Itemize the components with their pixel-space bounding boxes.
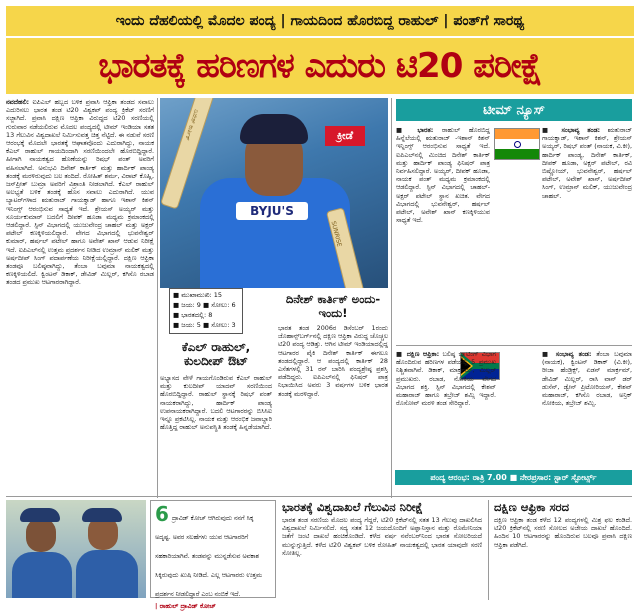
- rahul-box-text: ಅಭ್ಯಾಸದ ವೇಳೆ ಗಾಯಗೊಂಡಿರುವ ಕೆಎಲ್ ರಾಹುಲ್ ಮತ್ತು ಕುಲದೀಪ್ ಯಾದವ್ ಸರಣಿಯಿಂದ ಹೊರಬಿದ್ದಿದ್ದಾರೆ. ರಾಹುಲ್ ಸ್ಥಾನಕ್ಕೆ ರಿಷಭ್ ಪಂತ್ ನಾಯಕರಾಗಿದ್ದು, ಹಾರ್ದಿಕ್ ಪಾಂಡ್ಯ ಉಪನಾಯಕರಾಗಿದ್ದಾರೆ. ಬದಲಿ ಆಟಗಾರರನ್ನು ಬಿಸಿಸಿಐ ಇನ್ನೂ ಪ್ರಕಟಿಸಿಲ್ಲ. ನಾಯಕ ಮತ್ತು ಆರಂಭಿಕ ಜವಾಬ್ದಾರಿ ಹೊತ್ತಿದ್ದ ರಾಹುಲ್ ಅನುಪಸ್ಥಿತಿ ತಂಡಕ್ಕೆ ಹಿನ್ನಡೆಯಾಗಿದೆ.: [160, 374, 272, 432]
- bat-text-right: SUNRISE: [329, 220, 343, 248]
- lead-article-text: ಐಪಿಎಲ್ ಹಬ್ಬದ ಬಳಿಕ ಪ್ರವಾಸಿ ಆಫ್ರಿಕಾ ತಂಡದ ಸವಾಲು ಎದುರಿಸಲು ಭಾರತ ತಂಡ ಟಿ20 ವಿಶ್ವಕಪ್ ಪಂದ್ಯ ಕ್ರಿಕೆಟ್ ಸರಣಿಗೆ ಸಜ್ಜಾಗಿದೆ. ಪ್ರವಾಸಿ ದಕ್ಷಿಣ ಆಫ್ರಿಕಾ ವಿರುದ್ಧದ ಟಿ20 ಸರಣಿಯಲ್ಲಿ ಗುರುವಾರ ನಡೆಯಲಿರುವ ಮೊದಲ ಪಂದ್ಯದಲ್ಲಿ ಟೀಮ್ ಇಂಡಿಯಾ ಸತತ 13 ಗೆಲುವಿನ ವಿಶ್ವದಾಖಲೆ ನಿರ್ಮಿಸುವತ್ತ ಚಿತ್ತ ನೆಟ್ಟಿದೆ. ಈ ನಡುವೆ ಸರಣಿ ಆರಂಭಕ್ಕೆ ಮೊದಲೇ ಭಾರತಕ್ಕೆ ಆಘಾತವೊಂದು ಎದುರಾಗಿದ್ದು, ನಾಯಕ ಕೆಎಲ್ ರಾಹುಲ್ ಗಾಯದಿಂದಾಗಿ ಸರಣಿಯಿಂದಲೇ ಹೊರಬಿದ್ದಿದ್ದಾರೆ. ಹೀಗಾಗಿ ನಾಯಕತ್ವದ ಹೊಣೆಯನ್ನು ರಿಷಭ್ ಪಂತ್ ಅವರಿಗೆ ವಹಿಸಲಾಗಿದೆ. ಅನುಭವಿ ದಿನೇಶ್ ಕಾರ್ತಿಕ್ ಮತ್ತು ಹಾರ್ದಿಕ್ ಪಾಂಡ್ಯ ತಂಡಕ್ಕೆ ಮರಳಿರುವುದು ಬಲ ತಂದಿದೆ. ರೋಹಿತ್ ಶರ್ಮ, ವಿರಾಟ್ ಕೊಹ್ಲಿ, ಜಸ್‌ಪ್ರೀತ್ ಬುಮ್ರಾ ಅವರಿಗೆ ವಿಶ್ರಾಂತಿ ನೀಡಲಾಗಿದೆ. ಕೆಎಲ್ ರಾಹುಲ್ ಅಲಭ್ಯತೆ ಬಳಿಕ ತಂಡಕ್ಕೆ ಹೊಸ ಸವಾಲು ಎದುರಾಗಿದೆ. ಯುವ ಬ್ಯಾಟರ್‌ಗಳಾದ ಋತುರಾಜ್ ಗಾಯಕ್ವಾಡ್ ಹಾಗೂ ಇಶಾನ್ ಕಿಶನ್ ಇನಿಂಗ್ಸ್ ಆರಂಭಿಸುವ ಸಾಧ್ಯತೆ ಇದೆ. ಶ್ರೇಯಸ್ ಅಯ್ಯರ್ ಮತ್ತು ಸೂರ್ಯಕುಮಾರ್ ಬದಲಿಗೆ ದೀಪಕ್ ಹೂಡಾ ಮಧ್ಯಮ ಕ್ರಮಾಂಕದಲ್ಲಿ ಆಡಲಿದ್ದಾರೆ. ಸ್ಪಿನ್ ವಿಭಾಗದಲ್ಲಿ ಯುಜುವೇಂದ್ರ ಚಾಹಲ್ ಮತ್ತು ಅಕ್ಷರ್ ಪಟೇಲ್ ಕಣಕ್ಕಿಳಿಯಲಿದ್ದಾರೆ. ವೇಗದ ವಿಭಾಗದಲ್ಲಿ ಭುವನೇಶ್ವರ್ ಕುಮಾರ್, ಹರ್ಷಲ್ ಪಟೇಲ್ ಹಾಗೂ ಅವೇಶ್ ಖಾನ್ ಆಡುವ ನಿರೀಕ್ಷೆ ಇದೆ. ಐಪಿಎಲ್‌ನಲ್ಲಿ ಉತ್ತಮ ಪ್ರದರ್ಶನ ನೀಡಿದ ಉಮ್ರಾನ್ ಮಲಿಕ್ ಮತ್ತು ಅರ್ಷದೀಪ್ ಸಿಂಗ್ ಪದಾರ್ಪಣೆಯ ನಿರೀಕ್ಷೆಯಲ್ಲಿದ್ದಾರೆ. ದಕ್ಷಿಣ ಆಫ್ರಿಕಾ ತಂಡವೂ ಬಲಿಷ್ಠವಾಗಿದ್ದು, ತೆಂಬಾ ಬವುಮಾ ನಾಯಕತ್ವದಲ್ಲಿ ಕಣಕ್ಕಿಳಿಯಲಿದೆ. ಕ್ವಿಂಟನ್ ಡಿಕಾಕ್, ಡೇವಿಡ್ ಮಿಲ್ಲರ್, ಕಗಿಸೊ ರಬಾಡ ತಂಡದ ಪ್ರಮುಖ ಆಟಗಾರರಾಗಿದ್ದಾರೆ.: [6, 98, 154, 287]
- record-box-text: ಭಾರತ ತಂಡ ಸರಣಿಯ ಮೊದಲ ಪಂದ್ಯ ಗೆದ್ದರೆ, ಟಿ20 ಕ್ರಿಕೆಟ್‌ನಲ್ಲಿ ಸತತ 13 ಗೆಲುವು ದಾಖಲಿಸಿದ ವಿಶ್ವದಾಖಲೆ ನಿರ್ಮಿಸಲಿದೆ. ಸದ್ಯ ಸತತ 12 ಜಯದೊಂದಿಗೆ ಅಫ್ಘಾನಿಸ್ತಾನ ಮತ್ತು ರೊಮೇನಿಯಾ ಜತೆಗೆ ಜಂಟಿ ದಾಖಲೆ ಹಂಚಿಕೊಂಡಿದೆ. ಕಳೆದ ವರ್ಷ ನವೆಂಬರ್‌ನಿಂದ ಭಾರತ ಸೋಲರಿಯದೆ ಮುನ್ನುಗ್ಗುತ್ತಿದೆ. ಕಳೆದ ಟಿ20 ವಿಶ್ವಕಪ್ ಬಳಿಕ ರೋಹಿತ್ ನಾಯಕತ್ವದಲ್ಲಿ ಭಾರತ ಯಾವುದೇ ಸರಣಿ ಸೋತಿಲ್ಲ.: [282, 516, 482, 557]
- karthik-box-text: ಭಾರತ ತಂಡ 2006ರ ಡಿಸೆಂಬರ್ 1ರಂದು ಜೊಹಾನ್ಸ್‌ಬರ್ಗ್‌ನಲ್ಲಿ ದಕ್ಷಿಣ ಆಫ್ರಿಕಾ ವಿರುದ್ಧ ಚೊಚ್ಚಲ ಟಿ20 ಪಂದ್ಯ ಆಡಿತ್ತು. ಆಗಿನ ಟೀಮ್ ಇಂಡಿಯಾದಲ್ಲಿದ್ದ ಆಟಗಾರರ ಪೈಕಿ ದಿನೇಶ್ ಕಾರ್ತಿಕ್ ಈಗಲೂ ತಂಡದಲ್ಲಿದ್ದಾರೆ. ಆ ಪಂದ್ಯದಲ್ಲಿ ಕಾರ್ತಿಕ್ 28 ಎಸೆತಗಳಲ್ಲಿ 31 ರನ್ ಬಾರಿಸಿ ಪಂದ್ಯಶ್ರೇಷ್ಠ ಪ್ರಶಸ್ತಿ ಪಡೆದಿದ್ದರು. ಐಪಿಎಲ್‌ನಲ್ಲಿ ಫಿನಿಷರ್ ಪಾತ್ರ ನಿಭಾಯಿಸಿದ ಅವರು 3 ವರ್ಷಗಳ ಬಳಿಕ ಭಾರತ ತಂಡಕ್ಕೆ ಮರಳಿದ್ದಾರೆ.: [278, 324, 388, 398]
- quote-text: ದ್ರಾವಿಡ್‌ ಕೋಚ್ ಆಗಿರುವುದು ನನಗೆ ಸಿಕ್ಕ ಅದೃಷ್ಟ. ಅವರ ಸಲಹೆಗಳು ಯುವ ಆಟಗಾರರಿಗೆ ಸಹಕಾರಿಯಾಗಿವೆ. ತಂಡವನ್ನು ಮುನ್ನಡೆಸುವ ಅವಕಾಶ ಸಿಕ್ಕಿರುವುದು ಖುಷಿ ನೀಡಿದೆ. ಎಲ್ಲ ಆಟಗಾರರು ಉತ್ತಮ ಪ್ರದರ್ಶನ ನೀಡಲಿದ್ದಾರೆ ಎಂಬ ನಂಬಿಕೆ ಇದೆ.: [155, 515, 263, 598]
- stats-row: ■ ಜಯ: 9 ■ ಸೋಲು: 6: [173, 301, 236, 309]
- india-flag-icon: [494, 128, 540, 160]
- dateline: ನವದೆಹಲಿ:: [6, 98, 30, 106]
- india-squad-text: ಋತುರಾಜ್ ಗಾಯಕ್ವಾಡ್, ಇಶಾನ್ ಕಿಶನ್, ಶ್ರೇಯಸ್ ಅಯ್ಯರ್, ರಿಷಭ್ ಪಂತ್ (ನಾಯಕ, ವಿ.ಕೀ), ಹಾರ್ದಿಕ್ ಪಾಂಡ್ಯ, ದಿನೇಶ್ ಕಾರ್ತಿಕ್, ದೀಪಕ್ ಹೂಡಾ, ಅಕ್ಷರ್ ಪಟೇಲ್, ರವಿ ಬಿಷ್ಣೋಯ್, ಭುವನೇಶ್ವರ್, ಹರ್ಷಲ್ ಪಟೇಲ್, ಅವೇಶ್ ಖಾನ್, ಅರ್ಷದೀಪ್ ಸಿಂಗ್, ಉಮ್ರಾನ್ ಮಲಿಕ್, ಯುಜುವೇಂದ್ರ ಚಾಹಲ್.: [542, 126, 632, 200]
- headline-text: ಭಾರತಕ್ಕೆ ಹರಿಣಗಳ ಎದುರು ಟಿ20 ಪರೀಕ್ಷೆ: [98, 46, 542, 86]
- sa-squad: [542, 350, 632, 468]
- sa-box-text: ದಕ್ಷಿಣ ಆಫ್ರಿಕಾ ತಂಡ ಕಳೆದ 12 ಪಂದ್ಯಗಳಲ್ಲಿ ಮಿಶ್ರ ಫಲ ಕಂಡಿದೆ. ಟಿ20 ಕ್ರಿಕೆಟ್‌ನಲ್ಲಿ ಸರಣಿ ಸೋಲದ ಅಜೇಯ ದಾಖಲೆ ಹೊಂದಿದೆ. ಹಿಂದಿನ 10 ಆಟಗಾರರನ್ನು ಹೊಂದಿರುವ ಬಲವೂ ಪ್ರವಾಸಿ ದಕ್ಷಿಣ ಆಫ್ರಿಕಾ ಪಡೆಗಿದೆ.: [494, 516, 632, 549]
- coach-shirt: [12, 552, 72, 598]
- india-squad-title: ■ ಸಂಭಾವ್ಯ ತಂಡ:: [542, 126, 601, 134]
- india-news: [396, 126, 490, 342]
- helmet-icon: [240, 114, 308, 144]
- column-divider: [157, 98, 158, 498]
- rahul-box-title: ಕೆಎಲ್ ರಾಹುಲ್, ಕುಲದೀಪ್ ಔಟ್: [181, 340, 251, 368]
- team-news-divider: [396, 345, 632, 346]
- stats-row: ■ ಭಾರತದಲ್ಲಿ: 8: [173, 311, 213, 319]
- india-news-title: ■ ಭಾರತ:: [396, 126, 434, 134]
- sa-squad-text: ತೆಂಬಾ ಬವುಮಾ (ನಾಯಕ), ಕ್ವಿಂಟನ್ ಡಿಕಾಕ್ (ವಿ.ಕೀ), ರೀಜಾ ಹೆಂಡ್ರಿಕ್ಸ್, ಏಡನ್ ಮಾರ್ಕ್ರಮ್, ಡೇವಿಡ್ ಮಿಲ್ಲರ್, ರಾಸಿ ವಾನ್ ಡರ್ ಡುಸೆನ್, ಡ್ವೇನ್ ಪ್ರಿಟೋರಿಯಸ್, ಕೇಶವ್ ಮಹಾರಾಜ್, ಕಗಿಸೊ ರಬಾಡ, ಅನ್ರಿಕ್ ನೋಕಿಯ, ತಬ್ರೇಜ್ ಶಮ್ಸಿ.: [542, 350, 632, 408]
- quote-mark-icon: 6: [155, 502, 169, 526]
- bat-text-left: ದಿನೇಶ್ ಕಾರ್ತಿಕ್: [183, 108, 200, 142]
- strapline-banner: [6, 6, 634, 36]
- india-squad: [542, 126, 632, 342]
- coach-photo: [6, 500, 146, 598]
- lead-article-column: [6, 98, 154, 503]
- sa-news-title: ■ ದಕ್ಷಿಣ ಆಫ್ರಿಕಾ:: [396, 350, 440, 358]
- main-headline: [6, 38, 634, 94]
- stats-row: ■ ಜಯ: 5 ■ ಸೋಲು: 3: [173, 321, 236, 329]
- karthik-box-title: ದಿನೇಶ್ ಕಾರ್ತಿಕ್ ಅಂದು-ಇಂದು!: [285, 292, 381, 320]
- stats-row: ■ ಮುಖಾಮುಖಿ: 15: [173, 291, 223, 299]
- captain-shirt: [76, 550, 138, 598]
- strapline-text: ಇಂದು ದೆಹಲಿಯಲ್ಲಿ ಮೊದಲ ಪಂದ್ಯ | ಗಾಯದಿಂದ ಹೊರಬಿದ್ದ ರಾಹುಲ್ | ಪಂತ್‌ಗೆ ಸಾರಥ್ಯ: [115, 13, 525, 29]
- head-to-head-stats: [169, 288, 243, 334]
- section-badge: ಕ್ರೀಡೆ: [325, 126, 365, 146]
- sa-squad-title: ■ ಸಂಭಾವ್ಯ ತಂಡ:: [542, 350, 592, 358]
- quote-attribution: | ರಾಹುಲ್ ದ್ರಾವಿಡ್ ಕೋಚ್: [155, 602, 216, 610]
- cap-icon: [82, 508, 122, 522]
- row-divider: [6, 496, 632, 497]
- record-box-title: ಭಾರತಕ್ಕೆ ವಿಶ್ವದಾಖಲೆ ಗೆಲುವಿನ ನಿರೀಕ್ಷೆ: [282, 500, 423, 514]
- sa-news: [396, 350, 496, 468]
- team-news-header: ಟೀಮ್ ನ್ಯೂಸ್: [396, 99, 632, 121]
- column-divider: [488, 500, 489, 600]
- sa-news-text: ಬಲಿಷ್ಠ ಬ್ಯಾಟಿಂಗ್ ವಿಭಾಗ ಹೊಂದಿರುವ ಹರಿಣಗಳ ಪಡೆಯಲ್ಲಿ 5 ಪ್ರಮುಖ ನಿಶ್ಚಿತವಾಗಿವೆ. ಡಿಕಾಕ್, ಮಾರ್ಕ್ರಮ್, ಮಿಲ್ಲರ್ ಪ್ರಮುಖರು. ರಬಾಡ, ನೋಕಿಯ ವೇಗದ ವಿಭಾಗದ ಶಕ್ತಿ. ಸ್ಪಿನ್ ವಿಭಾಗದಲ್ಲಿ ಕೇಶವ್ ಮಹಾರಾಜ್ ಹಾಗೂ ತಬ್ರೇಜ್ ಶಮ್ಸಿ ಇದ್ದಾರೆ. ರೊಸೋವ್ ಮರಳಿ ತಂಡ ಸೇರಿದ್ದಾರೆ.: [396, 350, 496, 408]
- coach-quote: [150, 500, 276, 610]
- india-news-text: ರಾಹುಲ್ ಹೊರಬಿದ್ದ ಹಿನ್ನೆಲೆಯಲ್ಲಿ ಋತುರಾಜ್ -ಇಶಾನ್ ಕಿಶನ್ ಇನ್ನಿಂಗ್ಸ್ ಆರಂಭಿಸುವ ಸಾಧ್ಯತೆ ಇದೆ. ಐಪಿಎಲ್‌ನಲ್ಲಿ ಮಿಂಚಿದ ದಿನೇಶ್ ಕಾರ್ತಿಕ್ ಮತ್ತು ಹಾರ್ದಿಕ್ ಪಾಂಡ್ಯ ಫಿನಿಷರ್ ಪಾತ್ರ ನಿರ್ವಹಿಸಲಿದ್ದಾರೆ. ಅಯ್ಯರ್, ದೀಪಕ್ ಹೂಡಾ, ನಾಯಕ ಪಂತ್ ಮಧ್ಯಮ ಕ್ರಮಾಂಕದಲ್ಲಿ ಆಡಲಿದ್ದಾರೆ. ಸ್ಪಿನ್ ವಿಭಾಗದಲ್ಲಿ ಚಾಹಲ್-ಅಕ್ಷರ್ ಪಟೇಲ್ ಸ್ಥಾನ ಖಚಿತ. ವೇಗದ ವಿಭಾಗದಲ್ಲಿ ಭುವನೇಶ್ವರ್, ಹರ್ಷಲ್ ಪಟೇಲ್, ಅವೇಶ್ ಖಾನ್ ಕಣಕ್ಕಿಳಿಯುವ ಸಾಧ್ಯತೆ ಇದೆ.: [396, 126, 490, 225]
- jersey-sponsor-logo: BYJU'S: [236, 202, 308, 220]
- sa-box-title: ದಕ್ಷಿಣ ಆಫ್ರಿಕಾ ಸರದ: [494, 500, 570, 514]
- coach-face: [26, 518, 56, 552]
- column-divider: [391, 98, 392, 498]
- cap-icon: [20, 508, 60, 522]
- match-info-bar: ಪಂದ್ಯ ಆರಂಭ: ರಾತ್ರಿ 7.00 ■ ನೇರಪ್ರಸಾರ: ಸ್ಟಾರ್ ಸ್ಪೋರ್ಟ್ಸ್: [395, 470, 632, 485]
